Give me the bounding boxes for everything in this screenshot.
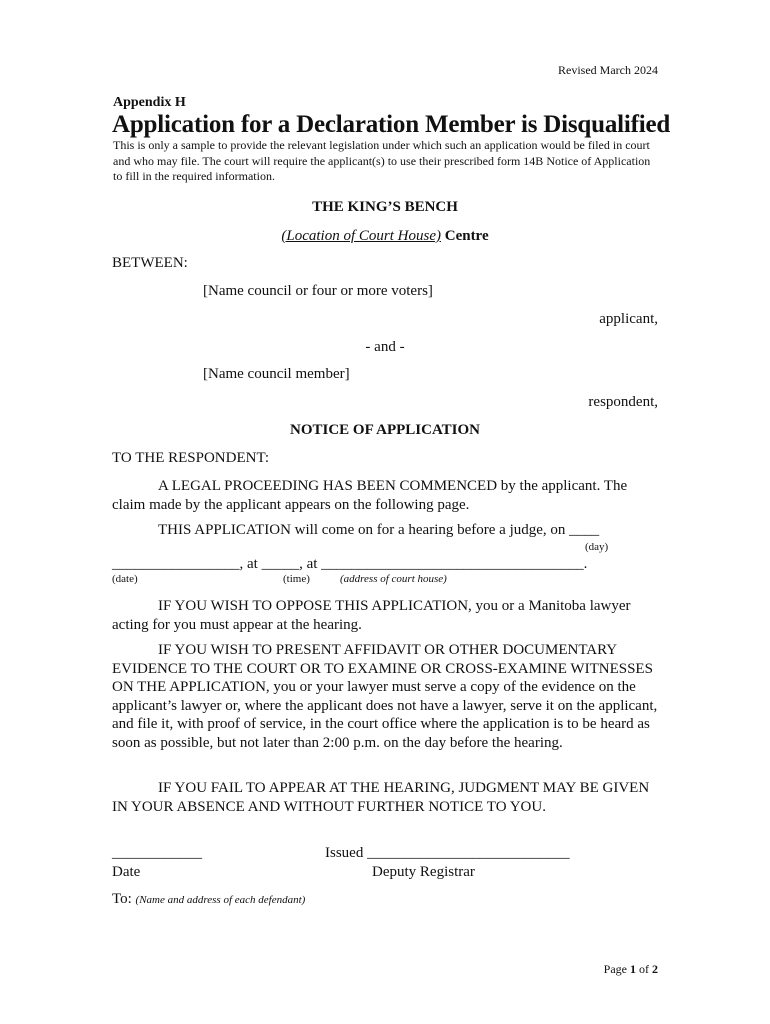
defendant-placeholder: (Name and address of each defendant) (135, 894, 306, 906)
signature-date-label: Date (112, 864, 141, 880)
applicant-role: applicant, (599, 311, 658, 327)
address-label: (address of court house) (340, 573, 447, 585)
date-label: (date) (112, 573, 138, 585)
and-separator: - and - (365, 339, 405, 355)
page-prefix: Page (603, 962, 630, 976)
deputy-registrar-label: Deputy Registrar (372, 864, 475, 880)
notice-title: NOTICE OF APPLICATION (289, 422, 481, 438)
intro-note: This is only a sample to provide the relevant legislation under which such an application would be filed in court and who may file. The court will require the applicant(s) to use their prescribed form 14B Notice of Application to fill in the required information. (113, 138, 651, 183)
respondent-role: respondent, (588, 394, 658, 410)
day-label: (day) (585, 541, 609, 553)
page-number (604, 962, 658, 977)
page-current: 1 (630, 962, 636, 976)
issued-line: Issued ___________________________ (325, 845, 570, 861)
paragraph-commenced: A LEGAL PROCEEDING HAS BEEN COMMENCED by the applicant. The claim made by the applicant appears on the following page. (112, 478, 628, 513)
applicant-name: [Name council or four or more voters] (203, 283, 433, 299)
date-signature-blank: ____________ (112, 845, 202, 861)
hearing-blanks-line: _________________, at _____, at ___________________________________. (112, 556, 588, 572)
court-name: THE KING’S BENCH (312, 199, 458, 215)
between-label: BETWEEN: (112, 255, 188, 271)
paragraph-evidence: IF YOU WISH TO PRESENT AFFIDAVIT OR OTHER DOCUMENTARY EVIDENCE TO THE COURT OR TO EXAMINE OR CROSS-EXAMINE WITNESSES ON THE APPLICATION, you or your lawyer must serve a copy of the evidence on the applicant’s lawyer or, where the applicant does not have a lawyer, serve it on the applicant, and file it, with proof of service, in the court office where the application is to be heard as soon as possible, but not later than 2:00 p.m. on the day before the hearing. (112, 642, 658, 751)
page-of: of (636, 962, 652, 976)
appendix-label: Appendix H (113, 95, 186, 110)
time-label: (time) (283, 573, 310, 585)
hearing-line: THIS APPLICATION will come on for a hearing before a judge, on ____ (158, 522, 600, 538)
page-title: Application for a Declaration Member is Disqualified (112, 111, 671, 138)
page-total: 2 (652, 962, 658, 976)
court-location-line (0, 228, 770, 245)
to-defendant-line (112, 891, 305, 908)
respondent-name: [Name council member] (203, 366, 350, 382)
court-centre-label: Centre (444, 228, 489, 244)
court-location-placeholder: (Location of Court House) (281, 228, 441, 244)
to-prefix: To: (112, 891, 136, 907)
paragraph-fail: IF YOU FAIL TO APPEAR AT THE HEARING, JUDGMENT MAY BE GIVEN IN YOUR ABSENCE AND WITHOUT FURTHER NOTICE TO YOU. (112, 780, 650, 815)
revision-date: Revised March 2024 (558, 63, 658, 77)
to-respondent-label: TO THE RESPONDENT: (112, 450, 270, 466)
paragraph-oppose: IF YOU WISH TO OPPOSE THIS APPLICATION, you or a Manitoba lawyer acting for you must appear at the hearing. (112, 598, 631, 633)
